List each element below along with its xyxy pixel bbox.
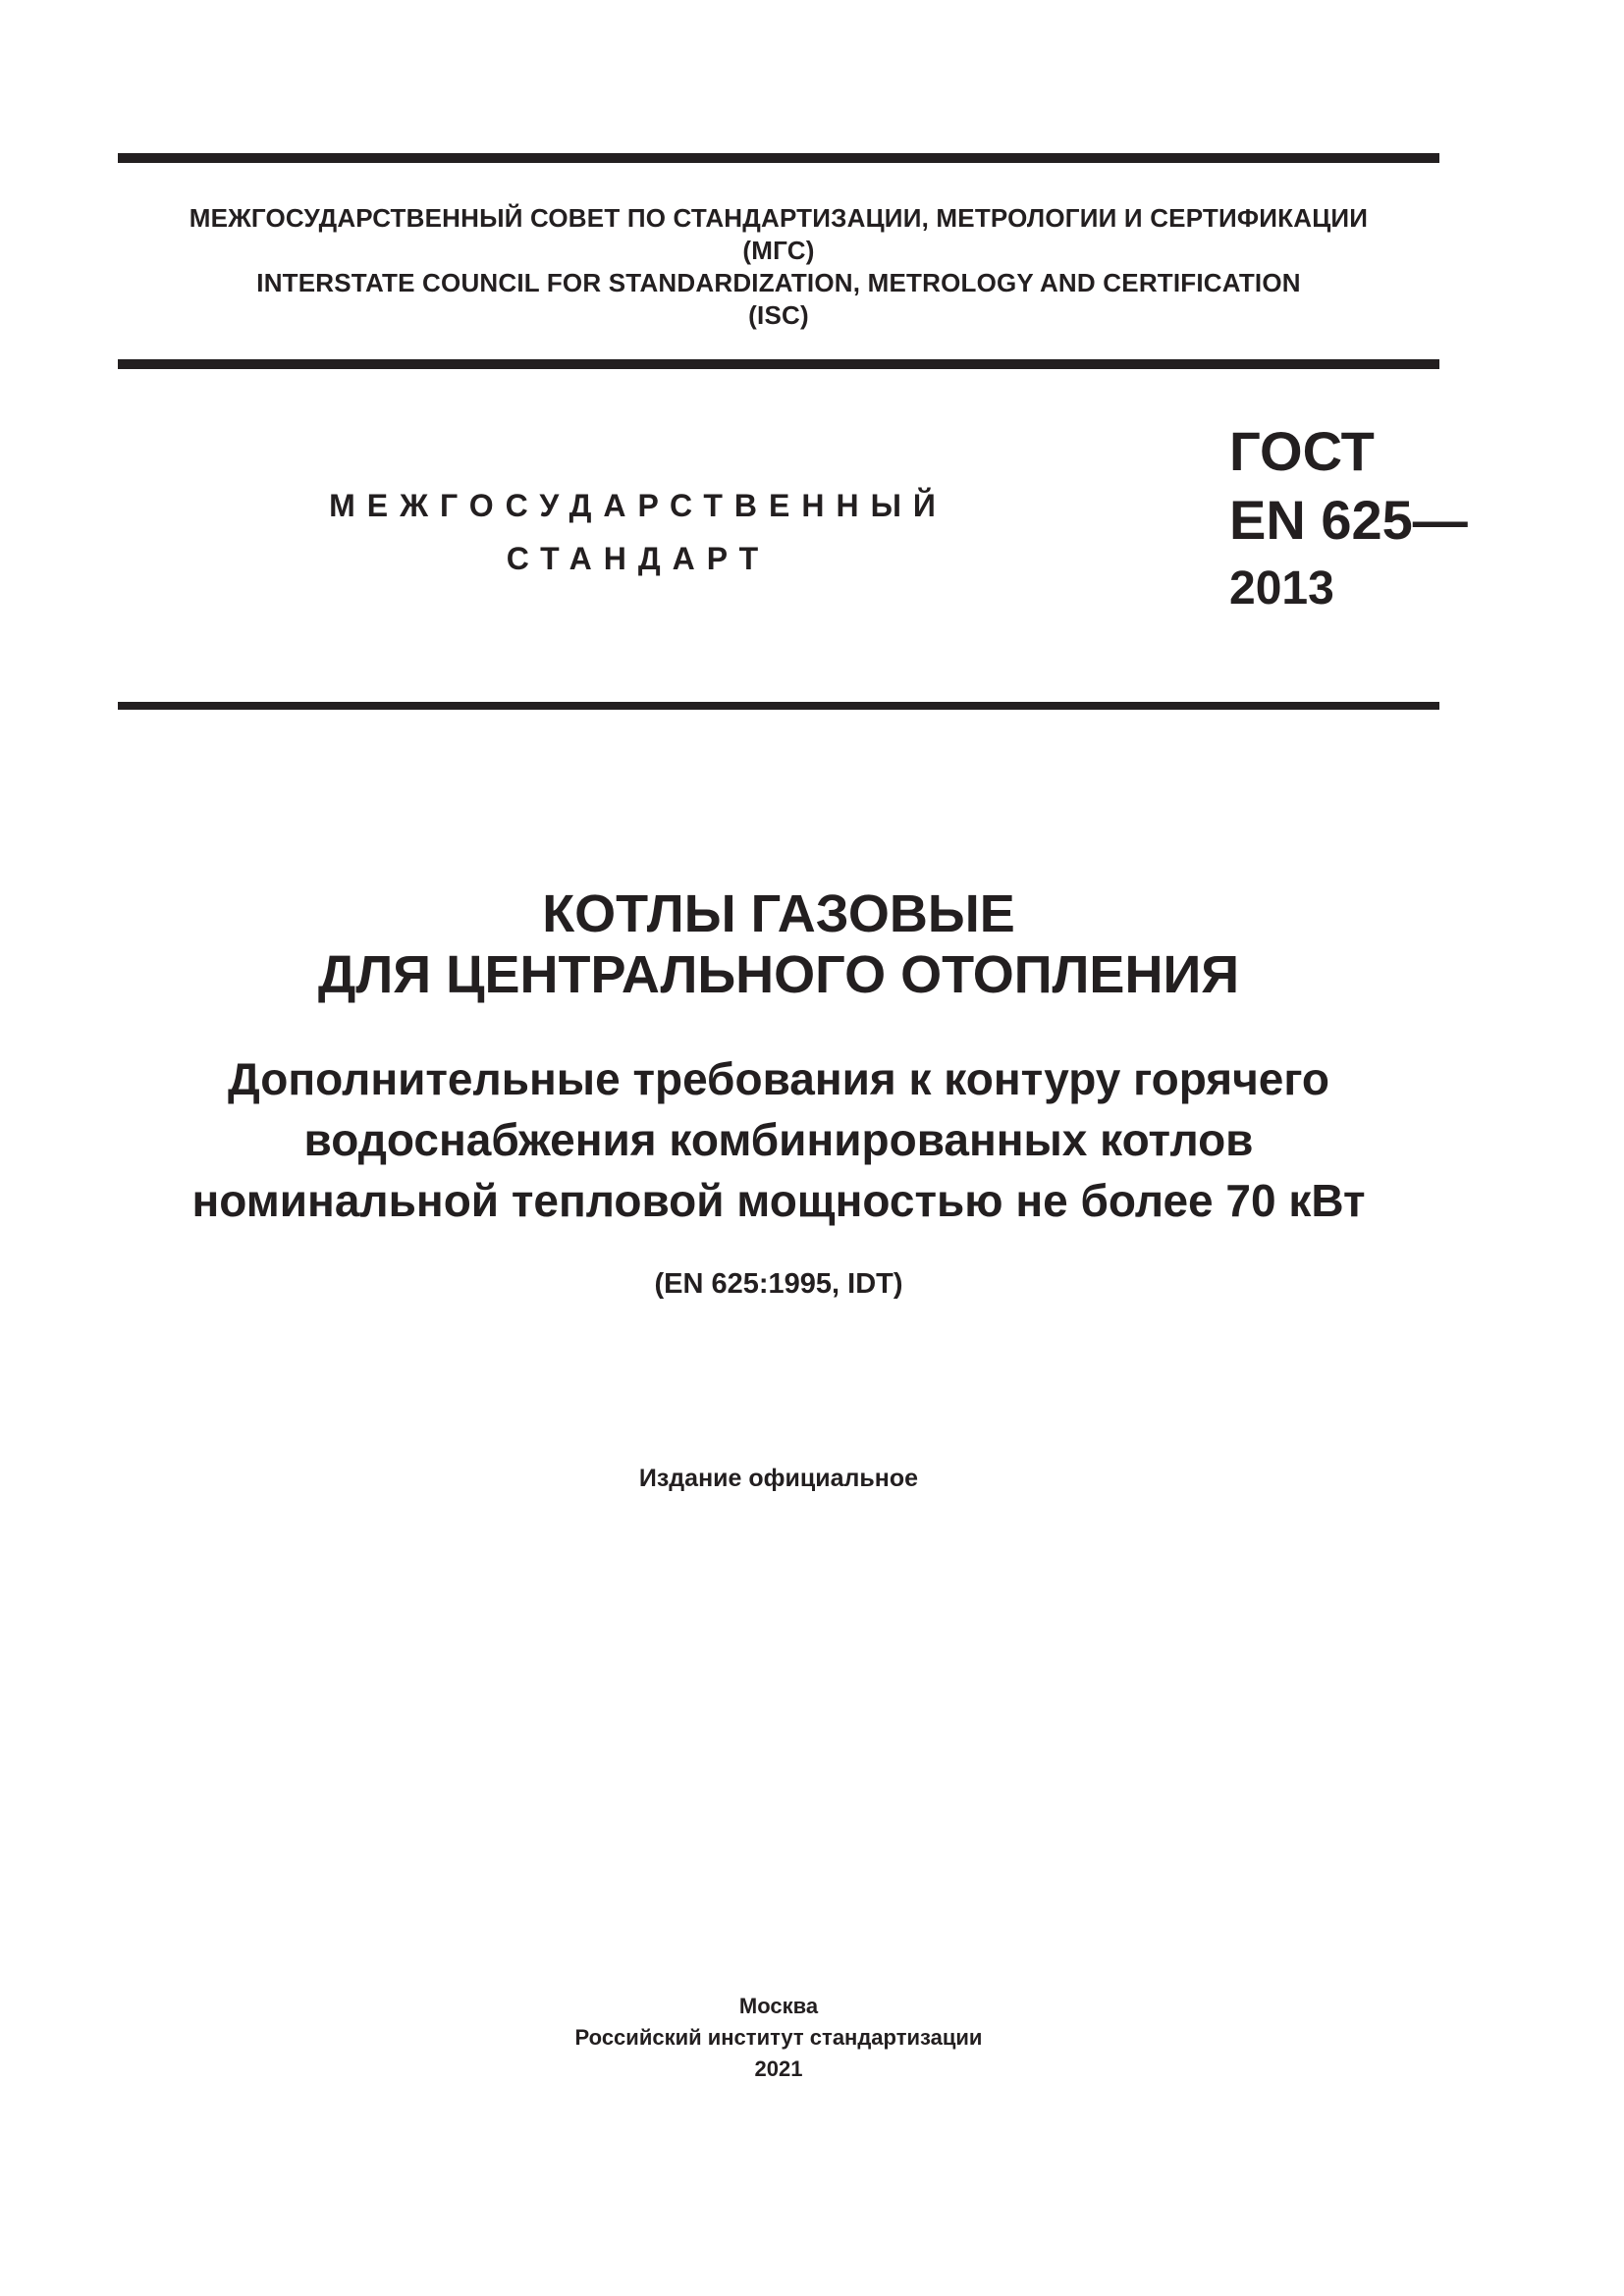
subtitle-line2: водоснабжения комбинированных котлов	[303, 1114, 1254, 1165]
imprint	[118, 1991, 1439, 2085]
imprint-publisher: Российский институт стандартизации	[574, 2025, 983, 2050]
header-bottom-rule	[118, 359, 1439, 369]
designation-bottom-rule	[118, 702, 1439, 710]
top-rule	[118, 153, 1439, 163]
subtitle-line1: Дополнительные требования к контуру горячего	[227, 1053, 1330, 1104]
document-title	[118, 883, 1439, 1005]
title-line2: ДЛЯ ЦЕНТРАЛЬНОГО ОТОПЛЕНИЯ	[317, 945, 1240, 1004]
gost-number: EN 625—	[1229, 489, 1468, 551]
gost-designation	[1229, 417, 1468, 623]
council-abbr-en: (ISC)	[748, 300, 809, 330]
subtitle-line3: номинальной тепловой мощностью не более 70 кВт	[191, 1175, 1366, 1226]
gost-year: 2013	[1229, 562, 1334, 614]
title-line1: КОТЛЫ ГАЗОВЫЕ	[542, 884, 1015, 943]
council-name-ru: МЕЖГОСУДАРСТВЕННЫЙ СОВЕТ ПО СТАНДАРТИЗАЦИИ, МЕТРОЛОГИИ И СЕРТИФИКАЦИИ	[189, 203, 1369, 233]
gost-prefix: ГОСТ	[1229, 420, 1375, 482]
imprint-city: Москва	[738, 1994, 819, 2018]
imprint-year: 2021	[754, 2056, 803, 2081]
council-abbr-ru: (МГС)	[742, 236, 815, 265]
identity-note: (EN 625:1995, IDT)	[654, 1268, 903, 1300]
document-subtitle	[98, 1048, 1459, 1231]
council-header	[118, 202, 1439, 332]
interstate-label-line1: МЕЖГОСУДАРСТВЕННЫЙ	[329, 488, 947, 523]
interstate-standard-label	[295, 479, 982, 585]
council-name-en: INTERSTATE COUNCIL FOR STANDARDIZATION, METROLOGY AND CERTIFICATION	[256, 268, 1301, 297]
interstate-label-line2: СТАНДАРТ	[506, 541, 771, 576]
edition-note: Издание официальное	[638, 1465, 919, 1492]
